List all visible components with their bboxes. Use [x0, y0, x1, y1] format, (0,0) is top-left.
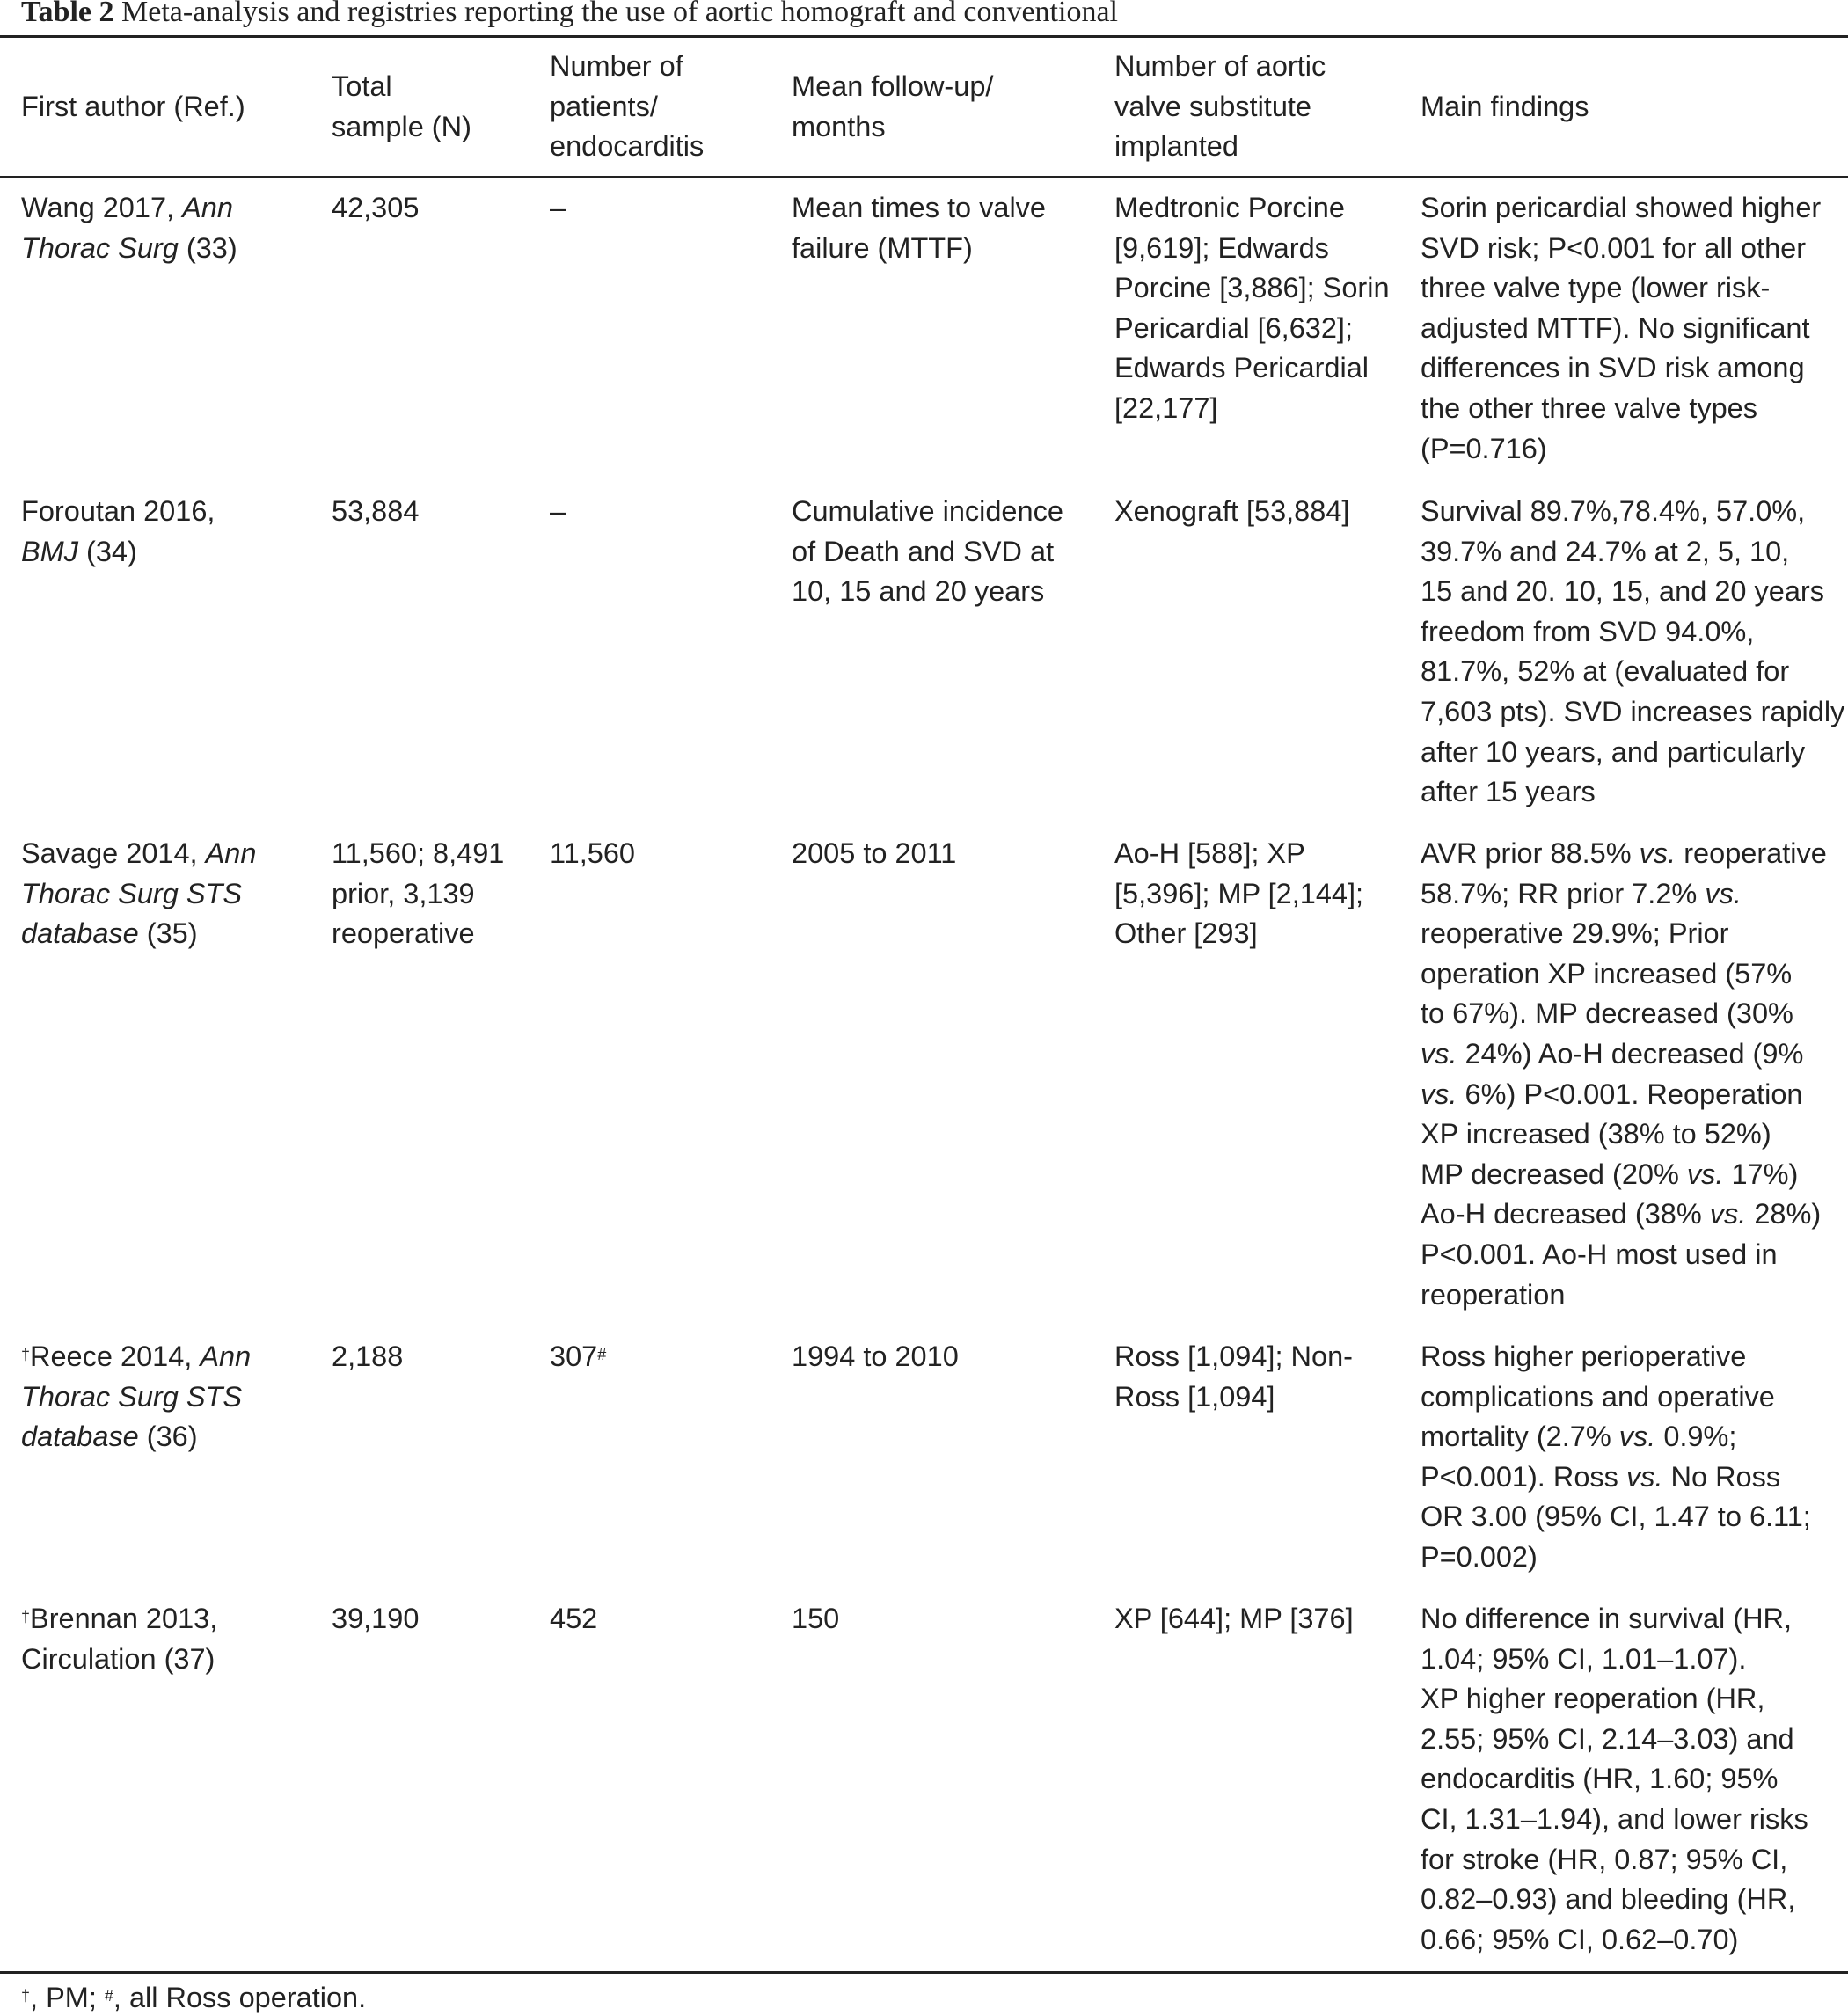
cell-line: No difference in survival (HR,	[1421, 1603, 1793, 1634]
cell-line: 7,603 pts). SVD increases rapidly	[1421, 695, 1845, 727]
cell-line: the other three valve types	[1421, 391, 1758, 424]
row-5-findings	[1421, 1599, 1808, 1960]
cell-line: Medtronic Porcine	[1114, 192, 1345, 223]
cell-line: 0.66; 95% CI, 0.62–0.70)	[1421, 1923, 1739, 1955]
cell-line: reoperative	[332, 917, 475, 950]
table-caption	[21, 0, 1118, 30]
cell-line: 2,188	[332, 1340, 404, 1372]
cell-line: of Death and SVD at	[792, 535, 1055, 567]
cell-line: Survival 89.7%,78.4%, 57.0%,	[1421, 495, 1806, 527]
top-rule	[0, 35, 1848, 38]
row-5-followup	[792, 1599, 839, 1640]
header-line: Main findings	[1421, 91, 1589, 122]
hash-mark: #	[597, 1346, 607, 1363]
dagger-mark: †	[21, 1987, 31, 2005]
header-main-findings	[1421, 87, 1589, 128]
cell-line: 81.7%, 52% at (evaluated for	[1421, 655, 1790, 688]
cell-line: CI, 1.31–1.94), and lower risks	[1421, 1802, 1808, 1835]
cell-line: –	[550, 192, 566, 223]
cell-line: 2005 to 2011	[792, 837, 957, 869]
cell-line: 452	[550, 1603, 598, 1634]
cell-line: complications and operative	[1421, 1380, 1775, 1413]
row-4-followup	[792, 1337, 959, 1377]
cell-line: XP increased (38% to 52%)	[1421, 1118, 1771, 1150]
row-2-total	[332, 492, 419, 532]
author-line: †Reece 2014, Ann	[21, 1340, 252, 1372]
cell-line: P=0.002)	[1421, 1540, 1538, 1573]
cell-line: Cumulative incidence	[792, 495, 1063, 527]
cell-line: Ross higher perioperative	[1421, 1340, 1747, 1372]
header-line: implanted	[1114, 130, 1238, 163]
cell-line: 11,560	[550, 837, 635, 869]
row-5-patients	[550, 1599, 597, 1640]
cell-line: 10, 15 and 20 years	[792, 575, 1045, 608]
header-total-sample	[332, 67, 471, 147]
cell-line: 150	[792, 1603, 840, 1634]
cell-line: P<0.001. Ao-H most used in	[1421, 1238, 1778, 1270]
author-line: Thorac Surg STS	[21, 1380, 243, 1413]
cell-line: failure (MTTF)	[792, 231, 973, 264]
table-label: Table 2	[21, 0, 114, 28]
row-3-followup	[792, 834, 956, 874]
cell-line: P<0.001). Ross vs. No Ross	[1421, 1460, 1781, 1493]
cell-line: Ao-H [588]; XP	[1114, 837, 1305, 869]
cell-line: vs. 24%) Ao-H decreased (9%	[1421, 1037, 1804, 1070]
hash-mark: #	[104, 1987, 113, 2005]
header-line: Number of aortic	[1114, 50, 1326, 82]
cell-line: –	[550, 495, 566, 527]
row-4-author	[21, 1337, 251, 1457]
cell-line: 39,190	[332, 1603, 420, 1634]
cell-line: three valve type (lower risk-	[1421, 272, 1771, 304]
cell-line: Ross [1,094]	[1114, 1380, 1275, 1413]
cell-line: [5,396]; MP [2,144];	[1114, 877, 1364, 909]
cell-line: OR 3.00 (95% CI, 1.47 to 6.11;	[1421, 1501, 1811, 1533]
row-3-total	[332, 834, 504, 954]
cell-line: AVR prior 88.5% vs. reoperative	[1421, 837, 1827, 869]
table-title: Meta-analysis and registries reporting the use of aortic homograft and conventional	[113, 0, 1118, 28]
cell-line: [22,177]	[1114, 391, 1218, 424]
row-4-implanted	[1114, 1337, 1353, 1417]
cell-line: mortality (2.7% vs. 0.9%;	[1421, 1421, 1737, 1453]
header-line: patients/	[550, 90, 658, 122]
header-line: sample (N)	[332, 110, 471, 142]
cell-line: reoperation	[1421, 1278, 1566, 1311]
row-4-patients	[550, 1337, 606, 1377]
row-1-followup	[792, 188, 1046, 268]
cell-line: 0.82–0.93) and bleeding (HR,	[1421, 1883, 1796, 1916]
dagger-mark: †	[21, 1608, 31, 1625]
cell-line: 39.7% and 24.7% at 2, 5, 10,	[1421, 535, 1790, 567]
row-3-author	[21, 834, 256, 954]
bottom-rule	[0, 1971, 1848, 1974]
row-1-patients	[550, 188, 566, 229]
author-line: Wang 2017, Ann	[21, 192, 233, 223]
cell-line: after 10 years, and particularly	[1421, 735, 1806, 768]
row-4-total	[332, 1337, 403, 1377]
cell-line: 1.04; 95% CI, 1.01–1.07).	[1421, 1642, 1747, 1675]
cell-line: 15 and 20. 10, 15, and 20 years	[1421, 575, 1824, 608]
cell-line: XP higher reoperation (HR,	[1421, 1683, 1765, 1715]
row-3-patients	[550, 834, 635, 874]
cell-line: differences in SVD risk among	[1421, 352, 1805, 384]
header-line: valve substitute	[1114, 90, 1312, 122]
cell-line: Sorin pericardial showed higher	[1421, 192, 1822, 223]
row-5-total	[332, 1599, 419, 1640]
cell-line: MP decreased (20% vs. 17%)	[1421, 1158, 1799, 1190]
cell-line: reoperative 29.9%; Prior	[1421, 917, 1729, 950]
table-footnote	[21, 1979, 366, 2016]
cell-line: 2.55; 95% CI, 2.14–3.03) and	[1421, 1722, 1794, 1755]
cell-line: for stroke (HR, 0.87; 95% CI,	[1421, 1843, 1788, 1875]
footnote-text: , all Ross operation.	[113, 1982, 367, 2013]
cell-line: XP [644]; MP [376]	[1114, 1603, 1354, 1634]
row-5-author	[21, 1599, 217, 1679]
cell-line: SVD risk; P<0.001 for all other	[1421, 231, 1807, 264]
header-follow-up	[792, 67, 993, 147]
cell-line: 11,560; 8,491	[332, 837, 505, 869]
cell-line: prior, 3,139	[332, 877, 475, 909]
cell-line: Porcine [3,886]; Sorin	[1114, 272, 1390, 304]
row-2-followup	[792, 492, 1063, 612]
cell-line: Edwards Pericardial	[1114, 352, 1370, 384]
author-line: Savage 2014, Ann	[21, 837, 257, 869]
cell-line: freedom from SVD 94.0%,	[1421, 615, 1755, 647]
header-implanted	[1114, 47, 1326, 167]
header-rule	[0, 176, 1848, 178]
header-line: Mean follow-up/	[792, 70, 994, 102]
footnote-text: , PM;	[30, 1982, 105, 2013]
author-line: Thorac Surg (33)	[21, 231, 237, 264]
cell-line: Xenograft [53,884]	[1114, 495, 1350, 527]
row-4-findings	[1421, 1337, 1811, 1578]
row-1-implanted	[1114, 188, 1390, 429]
cell-line: 42,305	[332, 192, 420, 223]
author-line: database (36)	[21, 1421, 198, 1453]
cell-line: (P=0.716)	[1421, 432, 1547, 464]
header-line: First author (Ref.)	[21, 91, 245, 122]
author-line: BMJ (34)	[21, 535, 137, 567]
cell-line: adjusted MTTF). No significant	[1421, 311, 1810, 344]
header-line: endocarditis	[550, 130, 705, 163]
cell-line: Pericardial [6,632];	[1114, 311, 1353, 344]
row-1-findings	[1421, 188, 1821, 469]
header-line: months	[792, 110, 886, 142]
cell-line: 307#	[550, 1340, 607, 1372]
cell-line: to 67%). MP decreased (30%	[1421, 997, 1793, 1030]
row-1-total	[332, 188, 419, 229]
author-line: Circulation (37)	[21, 1642, 215, 1675]
header-line: Total	[332, 70, 392, 102]
cell-line: 58.7%; RR prior 7.2% vs.	[1421, 877, 1742, 909]
cell-line: Other [293]	[1114, 917, 1258, 950]
cell-line: 1994 to 2010	[792, 1340, 959, 1372]
row-3-findings	[1421, 834, 1827, 1315]
cell-line: vs. 6%) P<0.001. Reoperation	[1421, 1077, 1803, 1110]
row-2-patients	[550, 492, 566, 532]
cell-line: Ao-H decreased (38% vs. 28%)	[1421, 1198, 1822, 1231]
row-3-implanted	[1114, 834, 1363, 954]
header-line: Number of	[550, 50, 683, 82]
row-5-implanted	[1114, 1599, 1354, 1640]
cell-line: Ross [1,094]; Non-	[1114, 1340, 1353, 1372]
author-line: database (35)	[21, 917, 198, 950]
cell-line: endocarditis (HR, 1.60; 95%	[1421, 1763, 1779, 1795]
header-patients	[550, 47, 704, 167]
row-2-implanted	[1114, 492, 1349, 532]
header-first-author	[21, 87, 245, 128]
row-2-author	[21, 492, 215, 572]
author-line: Thorac Surg STS	[21, 877, 243, 909]
row-1-author	[21, 188, 237, 268]
author-line: †Brennan 2013,	[21, 1603, 218, 1634]
cell-line: after 15 years	[1421, 776, 1596, 808]
author-line: Foroutan 2016,	[21, 495, 215, 527]
row-2-findings	[1421, 492, 1844, 813]
cell-line: Mean times to valve	[792, 192, 1047, 223]
cell-line: operation XP increased (57%	[1421, 957, 1793, 990]
cell-line: 53,884	[332, 495, 420, 527]
cell-line: [9,619]; Edwards	[1114, 231, 1329, 264]
dagger-mark: †	[21, 1346, 31, 1363]
